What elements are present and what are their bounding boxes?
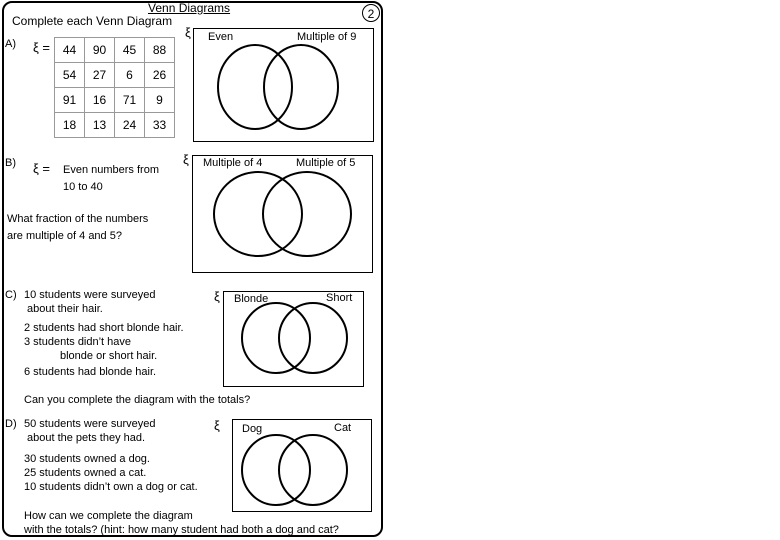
section-d-line2: about the pets they had. [27,432,146,444]
section-c-line3: 2 students had short blonde hair. [24,322,184,334]
section-c-line5: blonde or short hair. [60,350,158,362]
section-c-line2: about their hair. [27,303,103,315]
page-number-badge: 2 [362,4,380,22]
section-d-line1: 50 students were surveyed [24,418,156,430]
section-d-line4: 25 students owned a cat. [24,467,147,479]
section-b-universal-prefix: ξ = [33,161,51,176]
section-c-line4: 3 students didn’t have [24,336,132,348]
venn-c-right-label: Short [326,292,353,304]
section-c-line1: 10 students were surveyed [24,289,156,301]
page-title: Venn Diagrams [148,1,231,15]
grid-cell: 33 [145,113,175,138]
section-a-universal-prefix: ξ = [33,40,51,55]
venn-a-left-label: Even [208,31,234,43]
grid-cell: 54 [55,63,85,88]
venn-a-universal-symbol: ξ [185,25,191,40]
grid-cell: 6 [115,63,145,88]
grid-cell: 88 [145,38,175,63]
section-b-question-line1: What fraction of the numbers [7,213,149,225]
venn-b-universal-symbol: ξ [183,152,189,167]
venn-a-left-circle [218,45,292,129]
section-d-line5: 10 students didn’t own a dog or cat. [24,481,198,493]
grid-cell: 13 [85,113,115,138]
venn-a-right-label: Multiple of 9 [297,31,357,43]
section-d-label: D) [5,418,17,430]
section-d-question-line1: How can we complete the diagram [24,510,193,522]
section-b-label: B) [5,157,16,169]
grid-cell: 9 [145,88,175,113]
section-a-label: A) [5,38,16,50]
section-c-label: C) [5,289,17,301]
venn-d-right-label: Cat [334,422,352,434]
grid-cell: 24 [115,113,145,138]
venn-d-universal-symbol: ξ [214,418,220,433]
venn-a-right-circle [264,45,338,129]
section-b-universal-line2: 10 to 40 [63,181,103,193]
section-d-line3: 30 students owned a dog. [24,453,150,465]
grid-cell: 18 [55,113,85,138]
section-b-universal-line1: Even numbers from [63,164,159,176]
venn-c-universal-symbol: ξ [214,289,220,304]
venn-c-left-label: Blonde [234,293,269,305]
venn-b-left-circle [214,172,302,256]
section-b-question-line2: are multiple of 4 and 5? [7,230,122,242]
grid-cell: 44 [55,38,85,63]
section-c-line6: 6 students had blonde hair. [24,366,157,378]
venn-d-left-circle [242,435,310,505]
grid-cell: 27 [85,63,115,88]
grid-cell: 90 [85,38,115,63]
grid-cell: 45 [115,38,145,63]
section-c-question: Can you complete the diagram with the totals? [24,394,251,406]
instructions: Complete each Venn Diagram [12,14,173,28]
venn-d-right-circle [279,435,347,505]
venn-c-right-circle [279,303,347,373]
venn-b-right-circle [263,172,351,256]
venn-b-left-label: Multiple of 4 [203,157,263,169]
grid-cell: 91 [55,88,85,113]
section-d-question-line2: with the totals? (hint: how many student had both a dog and cat? [24,524,339,536]
venn-b-right-label: Multiple of 5 [296,157,356,169]
venn-c-left-circle [242,303,310,373]
grid-cell: 71 [115,88,145,113]
venn-d-left-label: Dog [242,423,263,435]
grid-cell: 26 [145,63,175,88]
grid-cell: 16 [85,88,115,113]
